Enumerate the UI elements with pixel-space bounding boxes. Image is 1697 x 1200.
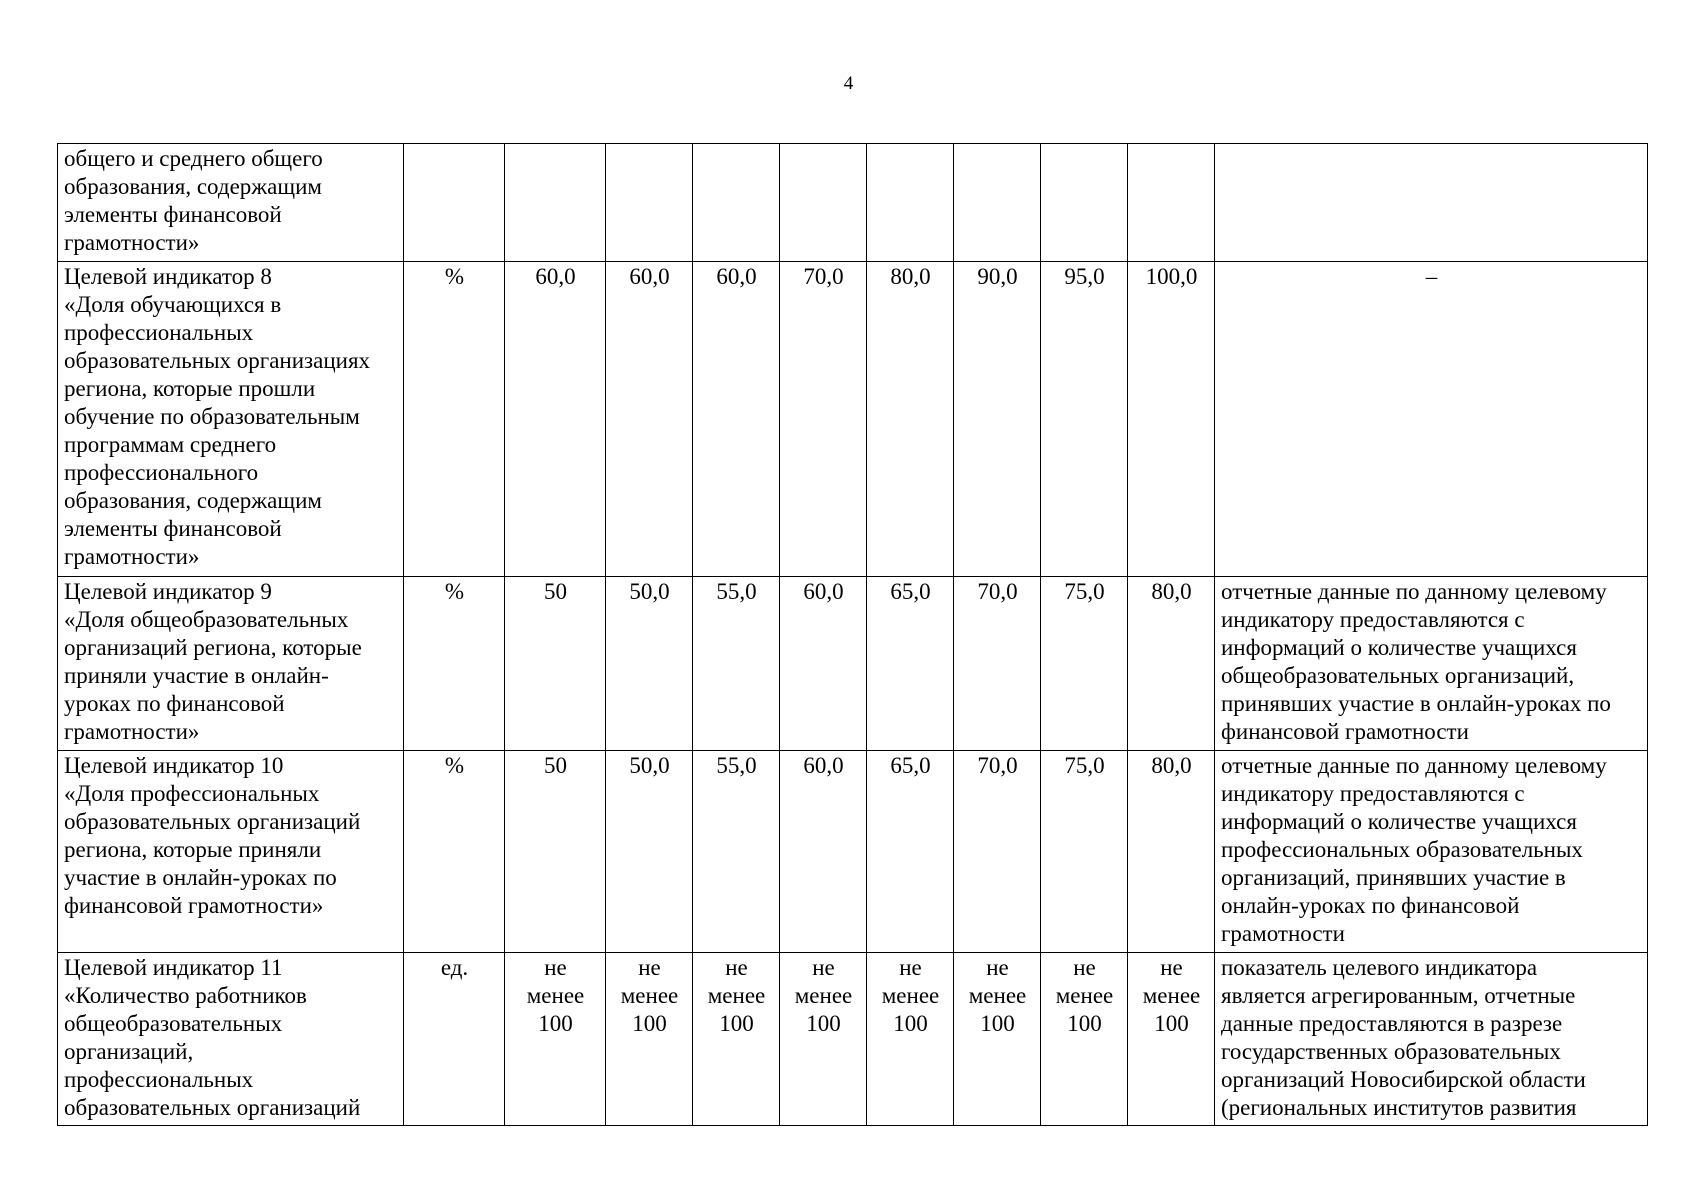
indicators-table xyxy=(57,143,1648,1126)
value-cell xyxy=(505,144,606,262)
note-cell: показатель целевого индикатора является агрегированным, отчетные данные предоставляются в разрезе государственных образовательных организаций Новосибирской области (региональных институтов развития xyxy=(1215,953,1648,1126)
unit-cell: % xyxy=(404,751,505,953)
note-cell: отчетные данные по данному целевому индикатору предоставляются с информаций о количестве учащихся общеобразовательных организаций, принявших участие в онлайн-уроках по финансовой грамотности xyxy=(1215,577,1648,751)
value-cell: 55,0 xyxy=(693,577,780,751)
value-cell: 90,0 xyxy=(954,262,1041,577)
value-cell: 70,0 xyxy=(954,577,1041,751)
value-cell: не менее 100 xyxy=(867,953,954,1126)
value-cell: 60,0 xyxy=(693,262,780,577)
table-row xyxy=(58,953,1648,1126)
unit-cell: ед. xyxy=(404,953,505,1126)
indicator-cell: Целевой индикатор 9 «Доля общеобразовательных организаций региона, которые приняли участие в онлайн- уроках по финансовой грамотности» xyxy=(58,577,404,751)
value-cell: 75,0 xyxy=(1041,751,1128,953)
table-row xyxy=(58,751,1648,953)
unit-cell: % xyxy=(404,262,505,577)
value-cell: 80,0 xyxy=(1128,751,1215,953)
value-cell: не менее 100 xyxy=(505,953,606,1126)
value-cell: 50 xyxy=(505,751,606,953)
indicator-cell: общего и среднего общего образования, содержащим элементы финансовой грамотности» xyxy=(58,144,404,262)
indicator-cell: Целевой индикатор 10 «Доля профессиональных образовательных организаций региона, которые приняли участие в онлайн-уроках по финансовой грамотности» xyxy=(58,751,404,953)
table-row xyxy=(58,262,1648,577)
page-number: 4 xyxy=(843,73,854,94)
value-cell xyxy=(867,144,954,262)
note-cell: – xyxy=(1215,262,1648,577)
value-cell xyxy=(693,144,780,262)
table-row xyxy=(58,577,1648,751)
value-cell: 65,0 xyxy=(867,577,954,751)
value-cell: не менее 100 xyxy=(693,953,780,1126)
value-cell: 50 xyxy=(505,577,606,751)
value-cell xyxy=(606,144,693,262)
value-cell xyxy=(954,144,1041,262)
indicator-cell: Целевой индикатор 11 «Количество работников общеобразовательных организаций, профессиональных образовательных организаций xyxy=(58,953,404,1126)
value-cell: 60,0 xyxy=(780,751,867,953)
value-cell: 50,0 xyxy=(606,751,693,953)
value-cell xyxy=(780,144,867,262)
value-cell: не менее 100 xyxy=(606,953,693,1126)
unit-cell xyxy=(404,144,505,262)
value-cell: 80,0 xyxy=(867,262,954,577)
value-cell: не менее 100 xyxy=(954,953,1041,1126)
value-cell: не менее 100 xyxy=(780,953,867,1126)
value-cell xyxy=(1128,144,1215,262)
value-cell: 60,0 xyxy=(505,262,606,577)
value-cell: 60,0 xyxy=(606,262,693,577)
value-cell: 70,0 xyxy=(780,262,867,577)
value-cell: 55,0 xyxy=(693,751,780,953)
value-cell: 100,0 xyxy=(1128,262,1215,577)
value-cell: 75,0 xyxy=(1041,577,1128,751)
value-cell: 95,0 xyxy=(1041,262,1128,577)
unit-cell: % xyxy=(404,577,505,751)
table-row xyxy=(58,144,1648,262)
value-cell xyxy=(1041,144,1128,262)
value-cell: не менее 100 xyxy=(1128,953,1215,1126)
value-cell: не менее 100 xyxy=(1041,953,1128,1126)
note-cell xyxy=(1215,144,1648,262)
note-cell: отчетные данные по данному целевому индикатору предоставляются с информаций о количестве учащихся профессиональных образовательных организаций, принявших участие в онлайн-уроках по финансовой грамотности xyxy=(1215,751,1648,953)
value-cell: 60,0 xyxy=(780,577,867,751)
indicator-cell: Целевой индикатор 8 «Доля обучающихся в профессиональных образовательных организациях региона, которые прошли обучение по образовательным программам среднего профессионального образования, содержащим элементы финансовой грамотности» xyxy=(58,262,404,577)
value-cell: 65,0 xyxy=(867,751,954,953)
value-cell: 50,0 xyxy=(606,577,693,751)
value-cell: 80,0 xyxy=(1128,577,1215,751)
value-cell: 70,0 xyxy=(954,751,1041,953)
